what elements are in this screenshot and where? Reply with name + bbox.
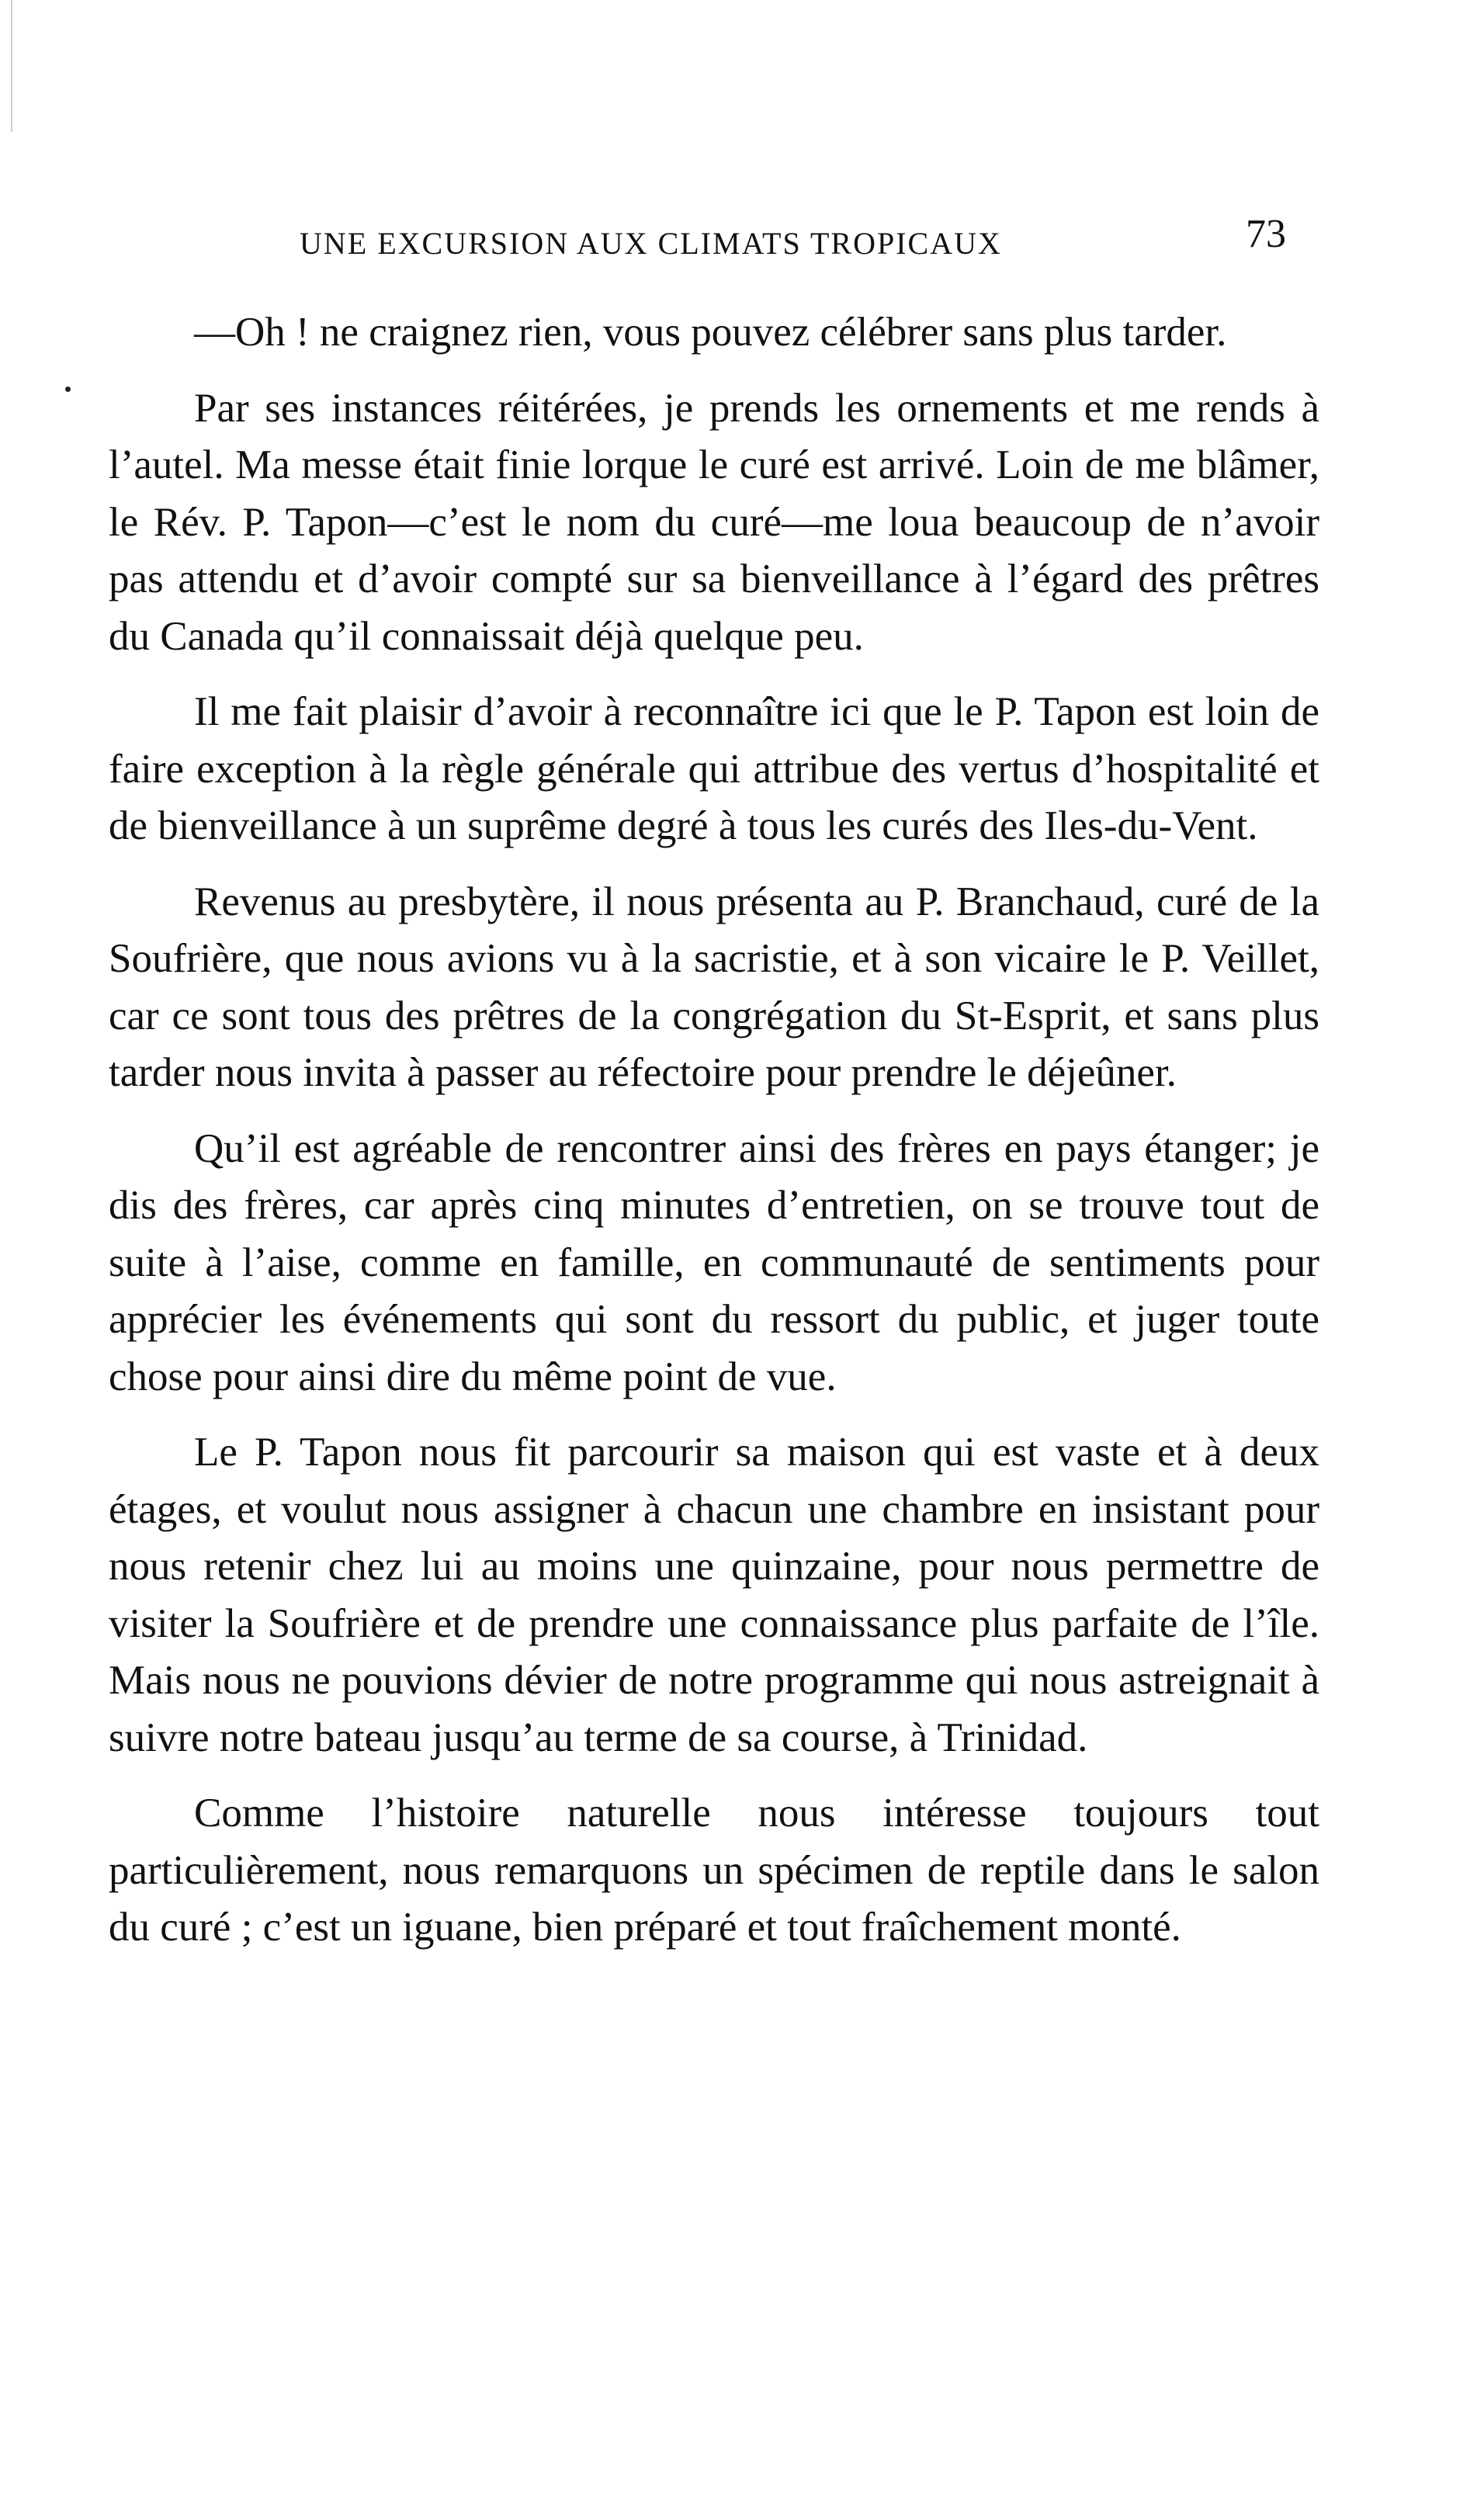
ink-speck <box>65 387 71 392</box>
paragraph-6: Le P. Tapon nous fit parcourir sa maison qui est vaste et à deux étages, et voulut nous assigner à chacun une chambre en insistant pour nous retenir chez lui au moins une quinzaine, pour nous permettre de visiter la Soufrière et de prendre une connaissance plus parfaite de l’île. Mais nous ne pouvions dévier de notre programme qui nous astreignait à suivre notre bateau jusqu’au terme de sa course, à Trinidad. <box>109 1430 1319 1760</box>
paragraph-2: Par ses instances réitérées, je prends les ornements et me rends à l’autel. Ma messe était finie lorque le curé est arrivé. Loin de me blâmer, le Rév. P. Tapon—c’est le nom du curé—me loua beaucoup de n’avoir pas attendu et d’avoir compté sur sa bienveillance à l’égard des prêtres du Canada qu’il connaissait déjà quelque peu. <box>109 385 1319 659</box>
paragraph-4: Revenus au presbytère, il nous présenta au P. Branchaud, curé de la Soufrière, que nous avions vu à la sacristie, et à son vicaire le P. Veillet, car ce sont tous des prêtres de la congrégation du St-Esprit, et sans plus tarder nous invita à passer au réfectoire pour prendre le déjeûner. <box>109 879 1319 1095</box>
body-text <box>109 304 1319 1975</box>
page-edge-mark <box>11 0 12 132</box>
running-title: UNE EXCURSION AUX CLIMATS TROPICAUX <box>300 226 1002 261</box>
paragraph-1: —Oh ! ne craignez rien, vous pouvez célébrer sans plus tarder. <box>194 310 1227 355</box>
paragraph-3: Il me fait plaisir d’avoir à reconnaître ici que le P. Tapon est loin de faire exception à la règle générale qui attribue des vertus d’hospitalité et de bienveillance à un suprême degré à tous les curés des Iles-du-Vent. <box>109 689 1319 848</box>
page-number: 73 <box>1246 212 1286 256</box>
paragraph-7: Comme l’histoire naturelle nous intéresse toujours tout particulièrement, nous remarquons un spécimen de reptile dans le salon du curé ; c’est un iguane, bien préparé et tout fraîchement monté. <box>109 1791 1319 1950</box>
paragraph-5: Qu’il est agréable de rencontrer ainsi des frères en pays étanger; je dis des frères, car après cinq minutes d’entretien, on se trouve tout de suite à l’aise, comme en famille, en communauté de sentiments pour apprécier les événements qui sont du ressort du public, et juger toute chose pour ainsi dire du même point de vue. <box>109 1125 1319 1399</box>
